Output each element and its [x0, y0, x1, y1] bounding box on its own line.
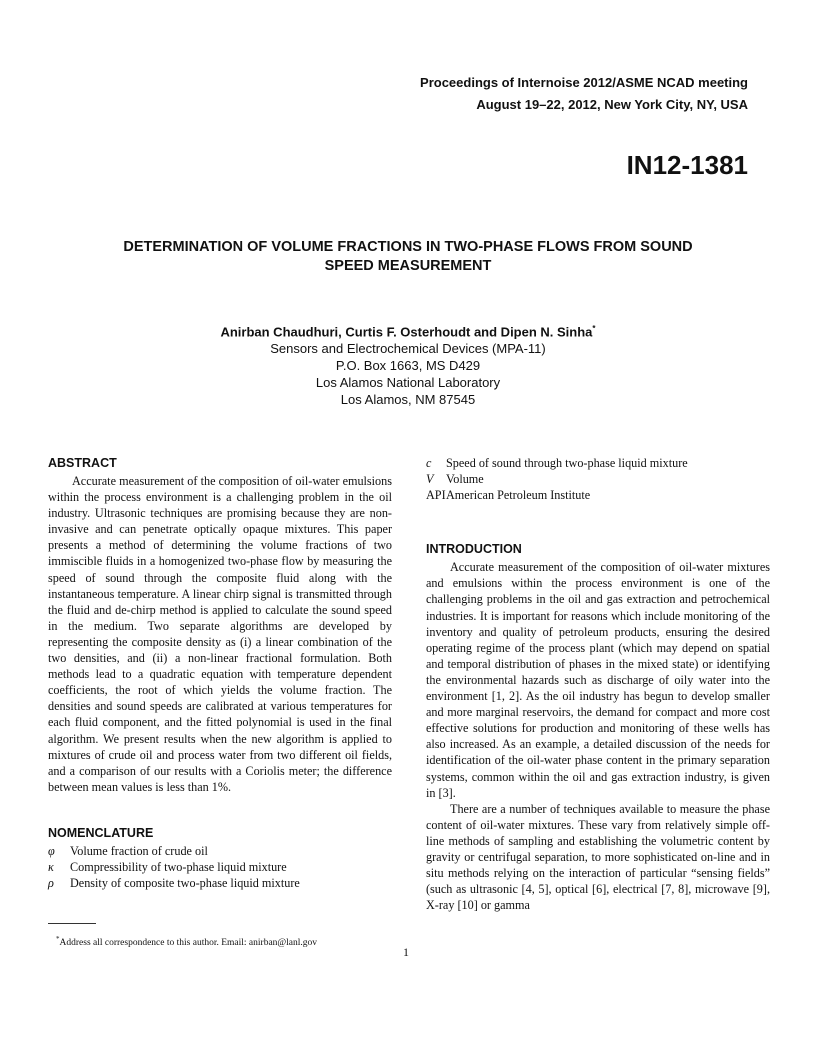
page-number: 1	[403, 945, 409, 959]
author-po-box: P.O. Box 1663, MS D429	[335, 358, 481, 374]
nomenclature-symbol: κ	[48, 859, 54, 874]
nomenclature-symbol: φ	[48, 843, 55, 858]
nomenclature-heading: NOMENCLATURE	[48, 825, 154, 840]
nomenclature-description: American Petroleum Institute	[446, 488, 591, 503]
abstract-heading: ABSTRACT	[48, 456, 117, 470]
proceedings-dates: August 19–22, 2012, New York City, NY, USA	[476, 97, 748, 112]
abstract-text: Accurate measurement of the composition of oil-water emulsions within the process environment is a challenging problem in the oil industry. Ultrasonic techniques are promising because they are non-invasive and can penetrate optically opaque mixtures. This paper presents a method of determining the volume fractions of two immiscible fluids in a homogenized two-phase flow by measuring the speed of sound through the composite fluid along with the instantaneous temperature. A linear chirp signal is transmitted through the fluid and de-chirp method is applied to calculate the sound speed in the medium. Two separate algorithms are developed by representing the composite density as (i) a linear combination of the two densities, and (ii) a non-linear fractional formulation. Both methods lead to a quadratic equation with temperature dependent coefficients, the root of which yields the volume fraction. The densities and sound speeds are calibrated at various temperatures for each fluid component, and the fitted polynomial is used in the final algorithm. We present results when the new algorithm is applied to mixtures of crude oil and process water from two different oil fields, and a comparison of our results with a Coriolis meter; the difference between mean values is less than 1%.	[48, 474, 392, 794]
right-column	[426, 455, 770, 913]
nomenclature-symbol: API	[426, 488, 446, 503]
proceedings-header	[420, 72, 748, 116]
author-city: Los Alamos, NM 87545	[340, 392, 476, 408]
nomenclature-description: Speed of sound through two-phase liquid mixture	[446, 456, 688, 470]
footnote-marker: *	[56, 935, 60, 943]
nomenclature-item	[48, 843, 392, 859]
author-lab: Los Alamos National Laboratory	[315, 375, 501, 391]
paper-title-line-2: SPEED MEASUREMENT	[324, 258, 492, 274]
author-names	[60, 320, 756, 340]
nomenclature-description: Compressibility of two-phase liquid mixture	[70, 859, 287, 874]
nomenclature-description: Volume	[446, 472, 484, 487]
nomenclature-item	[426, 471, 770, 487]
paper-id: IN12-1381	[626, 150, 748, 180]
proceedings-title: Proceedings of Internoise 2012/ASME NCAD meeting	[420, 75, 748, 90]
nomenclature-item	[48, 859, 392, 875]
author-affiliation-marker: *	[592, 324, 596, 333]
author-block	[60, 320, 756, 408]
nomenclature-symbol: c	[426, 456, 432, 470]
nomenclature-item	[426, 455, 770, 471]
author-department: Sensors and Electrochemical Devices (MPA-11)	[270, 341, 546, 357]
footnote-text: Address all correspondence to this author. Email: anirban@lanl.gov	[59, 938, 318, 949]
nomenclature-description: Volume fraction of crude oil	[70, 843, 208, 858]
left-column	[48, 455, 392, 891]
paper-title	[60, 238, 756, 276]
nomenclature-symbol: V	[426, 472, 434, 487]
nomenclature-list-continued	[426, 455, 770, 503]
nomenclature-item	[48, 875, 392, 891]
author-names-text: Anirban Chaudhuri, Curtis F. Osterhoudt and Dipen N. Sinha	[220, 324, 593, 340]
paper-title-line-1: DETERMINATION OF VOLUME FRACTIONS IN TWO-PHASE FLOWS FROM SOUND	[123, 239, 693, 255]
footnote-divider	[48, 923, 96, 924]
introduction-paragraph-2: There are a number of techniques available to measure the phase content of oil-water mixtures. These vary from relatively simple off-line methods of sampling and establishing the volumetric content by gravity or centrifugal separation, to more sophisticated on-line and in situ methods relying on the interaction of particular “sensing fields” (such as ultrasonic [4, 5], optical [6], electrical [7, 8], microwave [9], X-ray [10] or gamma	[426, 801, 770, 913]
nomenclature-description: Density of composite two-phase liquid mixture	[70, 876, 300, 891]
nomenclature-symbol: ρ	[48, 876, 54, 891]
introduction-paragraph-1: Accurate measurement of the composition of oil-water mixtures and emulsions within the process environment is one of the challenging problems in the oil and gas extraction and petrochemical industries. It is important for reasons which include monitoring of the inventory and quality of petroleum products, ensuring the desired operating regime of the process plant (which may depend on spatial and temporal distribution of phases in the mixed state) or identifying the environmental hazards such as discharge of oily water into the environment [1, 2]. As the oil industry has begun to develop smaller and more marginal reservoirs, the demand for compact and more cost effective solutions for production and monitoring of these wells has also increased. As an example, a detailed discussion of the needs for identification of the oil-water phase content in the primary separation systems, common within the oil and gas extraction industry, is given in [3].	[426, 560, 770, 800]
introduction-heading: INTRODUCTION	[426, 542, 522, 557]
nomenclature-list	[48, 843, 392, 891]
footnote	[56, 935, 317, 948]
nomenclature-item	[426, 487, 770, 503]
